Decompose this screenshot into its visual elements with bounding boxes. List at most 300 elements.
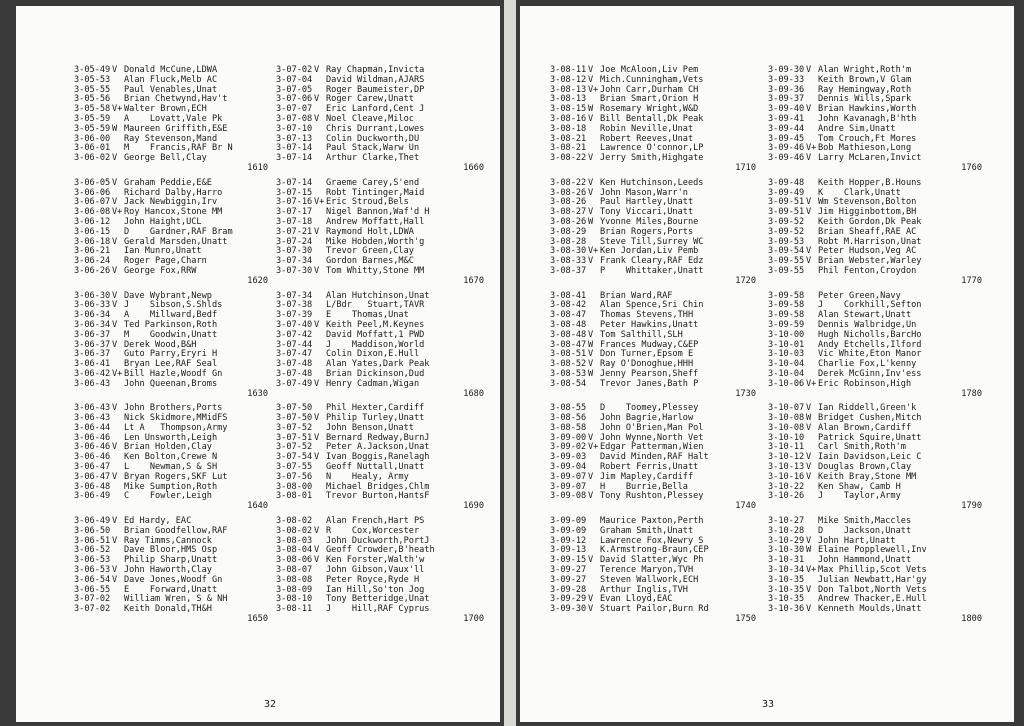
position-total: 1800 [961,614,982,625]
result-row [550,154,760,164]
finish-time: 3-09-48 [768,177,805,188]
finish-time: 3-06-53 [74,555,111,566]
runner-name-club: Dave Wybrant,Newp [124,290,212,301]
finish-time: 3-06-51 [74,535,111,546]
finish-time: 3-06-21 [74,246,111,257]
category-flag: V [806,256,812,267]
finish-time: 3-07-30 [276,246,313,257]
finish-time: 3-09-28 [550,584,587,595]
result-row [276,154,488,164]
runner-name-club: Arthur Inglis,TVH [600,584,688,595]
finish-time: 3-08-11 [276,604,313,615]
runner-name-club: Ray Stevenson,Mand [124,133,218,144]
runner-name-club: Richard Dalby,Harro [124,187,223,198]
finish-time: 3-09-30 [768,65,805,75]
position-total: 1630 [247,388,268,399]
runner-name-club: David Wildman,AJARS [326,74,425,85]
runner-name-club: George Bell,Clay [124,153,207,164]
runner-name-club: Bryan Rogers,SKF Lut [124,471,228,482]
category-flag: V [806,197,812,208]
finish-time: 3-09-51 [768,197,805,208]
runner-name-club: Ray Hemingway,Roth [818,84,912,95]
runner-name-club: J Taylor,Army [818,491,901,502]
result-row [74,154,272,164]
category-flag: W [806,413,812,424]
runner-name-club: J Maddison,World [326,339,425,350]
runner-name-club: Bridget Cushen,Mitch [818,413,922,424]
position-total: 1640 [247,501,268,512]
runner-name-club: Phil Fenton,Croydon [818,265,917,276]
category-flag: V [806,207,812,218]
result-block [276,292,488,400]
position-total: 1770 [961,275,982,286]
finish-time: 3-07-39 [276,310,313,321]
runner-name-club: Andrew Moffatt,Hall [326,216,425,227]
category-flag: V [112,290,118,301]
finish-time: 3-06-43 [74,403,111,414]
runner-name-club: George Fox,RRW [124,265,197,276]
runner-name-club: D Toomey,Plessey [600,403,699,414]
runner-name-club: K.Armstrong-Braun,CEP [600,545,709,556]
category-flag: V [112,565,118,576]
result-row [74,605,272,615]
category-flag: V [588,113,594,124]
finish-time: 3-07-52 [276,422,313,433]
runner-name-club: Ed Hardy, EAC [124,516,192,527]
runner-name-club: Trevor Janes,Bath P [600,378,699,389]
finish-time: 3-06-37 [74,349,111,360]
runner-name-club: Derek Wood,B&H [124,339,197,350]
left-page [16,6,500,722]
category-flag: V+ [806,143,817,154]
category-flag: V [112,535,118,546]
category-flag: V [588,153,594,164]
result-row [768,267,986,277]
category-flag: V [588,594,594,605]
category-flag: V [314,265,320,276]
runner-name-club: Bob Mathieson,Long [818,143,912,154]
category-flag: V [112,300,118,311]
position-total: 1720 [735,275,756,286]
finish-time: 3-07-38 [276,300,313,311]
finish-time: 3-10-04 [768,359,805,370]
runner-name-club: Robert Ferris,Unatt [600,462,699,473]
runner-name-club: Frances Mudway,C&EP [600,339,699,350]
runner-name-club: E Forward,Unatt [124,584,218,595]
runner-name-club: Roger Page,Charn [124,256,207,267]
runner-name-club: Ken Jordan,Liv Pemb [600,246,699,257]
result-row [276,605,488,615]
category-flag: W [112,123,118,134]
category-flag: W [588,368,594,379]
runner-name-club: Ken Shaw, Camb H [818,481,901,492]
finish-time: 3-07-47 [276,349,313,360]
category-flag: V [588,491,594,502]
result-block [276,517,488,625]
finish-time: 3-08-58 [550,422,587,433]
runner-name-club: Alan Yates,Dark Peak [326,359,430,370]
category-flag: V+ [112,368,123,379]
category-flag: V [314,555,320,566]
runner-name-club: Wm Stevenson,Bolton [818,197,917,208]
runner-name-club: Dave Bloor,HMS Osp [124,545,218,556]
category-flag: V [112,403,118,414]
runner-name-club: David Moffatt,1 PWD [326,329,425,340]
runner-name-club: John Haworth,Clay [124,565,212,576]
finish-time: 3-09-12 [550,535,587,546]
category-flag: V [588,555,594,566]
runner-name-club: Kenneth Moulds,Unatt [818,604,922,615]
finish-time: 3-09-52 [768,216,805,227]
position-total: 1650 [247,614,268,625]
finish-time: 3-10-36 [768,604,805,615]
finish-time: 3-06-18 [74,236,111,247]
finish-time: 3-06-50 [74,525,111,536]
runner-name-club: Julian Newbatt,Har'gy [818,574,927,585]
runner-name-club: Robt M.Harrison,Unat [818,236,922,247]
finish-time: 3-06-00 [74,133,111,144]
result-block [768,404,986,512]
finish-time: 3-06-42 [74,368,111,379]
result-block [550,292,760,400]
runner-name-club: Steve Till,Surrey WC [600,236,704,247]
finish-time: 3-09-03 [550,452,587,463]
category-flag: V+ [806,378,817,389]
finish-time: 3-08-42 [550,300,587,311]
runner-name-club: Mike Hobden,Worth'g [326,236,425,247]
finish-time: 3-06-37 [74,329,111,340]
runner-name-club: Joe McAloon,Liv Pem [600,65,699,75]
runner-name-club: Ray Timms,Cannock [124,535,212,546]
runner-name-club: Andy Etchells,Ilford [818,339,922,350]
finish-time: 3-06-05 [74,177,111,188]
finish-time: 3-10-27 [768,516,805,527]
runner-name-club: Derek McGinn,Inv'ess [818,368,922,379]
runner-name-club: Colin Dixon,E.Hull [326,349,420,360]
result-row [276,492,488,502]
finish-time: 3-09-09 [550,525,587,536]
runner-name-club: John Brothers,Ports [124,403,223,414]
runner-name-club: J Hill,RAF Cyprus [326,604,430,615]
result-row [768,154,986,164]
category-flag: V [314,525,320,536]
finish-time: 3-07-56 [276,471,313,482]
runner-name-club: Peter Green,Navy [818,290,901,301]
finish-time: 3-05-53 [74,74,111,85]
result-row [74,267,272,277]
runner-name-club: John Queenan,Broms [124,378,218,389]
finish-time: 3-07-17 [276,207,313,218]
runner-name-club: Maurice Paxton,Perth [600,516,704,527]
runner-name-club: Eric Stroud,Bels [326,197,409,208]
category-flag: V [314,452,320,463]
finish-time: 3-08-22 [550,177,587,188]
runner-name-club: David Slatter,Wyc Ph [600,555,704,566]
runner-name-club: John Gibson,Vaux'll [326,565,425,576]
finish-time: 3-09-27 [550,574,587,585]
category-flag: V [588,604,594,615]
category-flag: V [112,153,118,164]
runner-name-club: Don Talbot,North Vets [818,584,927,595]
runner-name-club: Mike Sumption,Roth [124,481,218,492]
runner-name-club: Arthur Clarke,Thet [326,153,420,164]
finish-time: 3-08-55 [550,403,587,414]
finish-time: 3-06-52 [74,545,111,556]
finish-time: 3-07-52 [276,442,313,453]
finish-time: 3-10-08 [768,422,805,433]
result-row [276,380,488,390]
runner-name-club: Keith Peel,M.Keynes [326,319,425,330]
runner-name-club: Phil Hexter,Cardiff [326,403,425,414]
runner-name-club: Brian Sheaff,RAE AC [818,226,917,237]
category-flag: V [314,226,320,237]
runner-name-club: Gordon Barnes,M&C [326,256,414,267]
runner-name-club: Yvonne Miles,Bourne [600,216,699,227]
finish-time: 3-06-34 [74,319,111,330]
finish-time: 3-06-26 [74,265,111,276]
position-total: 1680 [463,388,484,399]
runner-name-club: Raymond Holt,LDWA [326,226,414,237]
runner-name-club: D Jackson,Unatt [818,525,912,536]
finish-time: 3-09-07 [550,481,587,492]
category-flag: V [112,197,118,208]
category-flag: V [806,471,812,482]
finish-time: 3-10-35 [768,574,805,585]
finish-time: 3-06-37 [74,339,111,350]
runner-name-club: Maureen Griffith,E&E [124,123,228,134]
runner-name-club: Brian Holden,Clay [124,442,212,453]
runner-name-club: Terence Maryon,TVH [600,565,694,576]
runner-name-club: H Burrie,Bella [600,481,688,492]
finish-time: 3-06-01 [74,143,111,154]
category-flag: V [112,177,118,188]
finish-time: 3-08-52 [550,359,587,370]
finish-time: 3-09-41 [768,113,805,124]
runner-name-club: Alan French,Hart PS [326,516,425,527]
finish-time: 3-07-02 [74,604,111,615]
finish-time: 3-09-58 [768,300,805,311]
finish-time: 3-06-55 [74,584,111,595]
category-flag: V [588,349,594,360]
finish-time: 3-07-15 [276,187,313,198]
runner-name-club: Tony Rushton,Plessey [600,491,704,502]
runner-name-club: Nick Skidmore,MMidFS [124,413,228,424]
finish-time: 3-09-58 [768,290,805,301]
runner-name-club: William Wren, S & NH [124,594,228,605]
finish-time: 3-07-40 [276,319,313,330]
finish-time: 3-08-09 [276,584,313,595]
finish-time: 3-07-02 [276,65,313,75]
finish-time: 3-09-09 [550,516,587,527]
position-total: 1660 [463,162,484,173]
runner-name-club: Mich.Cunningham,Vets [600,74,704,85]
finish-time: 3-05-58 [74,104,111,115]
runner-name-club: Geoff Nuttall,Unatt [326,462,425,473]
finish-time: 3-06-24 [74,256,111,267]
finish-time: 3-06-44 [74,422,111,433]
runner-name-club: Lawrence O'connor,LP [600,143,704,154]
runner-name-club: Paul Venables,Unat [124,84,218,95]
runner-name-club: Larry McLaren,Invict [818,153,922,164]
category-flag: V [806,65,812,75]
finish-time: 3-05-56 [74,94,111,105]
runner-name-club: Ken Forster,Walth'w [326,555,425,566]
finish-time: 3-06-46 [74,432,111,443]
runner-name-club: Peter Hudson,Veg AC [818,246,917,257]
category-flag: V [314,113,320,124]
finish-time: 3-09-29 [550,594,587,605]
finish-time: 3-08-37 [550,265,587,276]
category-flag: V [806,104,812,115]
runner-name-club: John Mason,Warr'n [600,187,688,198]
runner-name-club: Walter Brown,ECH [124,104,207,115]
left-col-2 [276,66,488,630]
finish-time: 3-08-26 [550,197,587,208]
category-flag: V [588,329,594,340]
runner-name-club: Alan Hutchinson,Unat [326,290,430,301]
finish-time: 3-05-49 [74,65,111,75]
runner-name-club: Bill Hazle,Woodf Gn [124,368,223,379]
finish-time: 3-08-41 [550,290,587,301]
result-block [74,179,272,287]
runner-name-club: Brian Dickinson,Dud [326,368,425,379]
runner-name-club: Graham Peddie,E&E [124,177,212,188]
result-block [276,404,488,512]
runner-name-club: Ian Munro,Unatt [124,246,202,257]
runner-name-club: Max Phillip,Scot Vets [818,565,927,576]
category-flag: V [314,319,320,330]
result-row [74,492,272,502]
position-total: 1730 [735,388,756,399]
runner-name-club: D Gardner,RAF Bram [124,226,233,237]
category-flag: V [314,65,320,75]
finish-time: 3-06-43 [74,413,111,424]
result-block [550,517,760,625]
finish-time: 3-10-03 [768,349,805,360]
position-total: 1620 [247,275,268,286]
finish-time: 3-10-16 [768,471,805,482]
runner-name-club: Elaine Popplewell,Inv [818,545,927,556]
runner-name-club: A Millward,Bedf [124,310,218,321]
result-row [74,380,272,390]
finish-time: 3-07-14 [276,143,313,154]
finish-time: 3-08-47 [550,310,587,321]
runner-name-club: Dennis Walbridge,Un [818,319,917,330]
finish-time: 3-07-49 [276,378,313,389]
finish-time: 3-06-49 [74,516,111,527]
category-flag: V [112,339,118,350]
runner-name-club: Vic White,Eton Manor [818,349,922,360]
runner-name-club: K Clark,Unatt [818,187,901,198]
runner-name-club: Tom Crouch,Ft Mores [818,133,917,144]
runner-name-club: Jerry Smith,Highgate [600,153,704,164]
finish-time: 3-10-28 [768,525,805,536]
finish-time: 3-09-59 [768,319,805,330]
category-flag: V+ [112,104,123,115]
finish-time: 3-05-59 [74,113,111,124]
finish-time: 3-07-18 [276,216,313,227]
runner-name-club: Brian Hawkins,Worth [818,104,917,115]
result-block [768,179,986,287]
runner-name-club: Keith Brown,V Glam [818,74,912,85]
runner-name-club: Peter Hawkins,Unatt [600,319,699,330]
finish-time: 3-09-04 [550,462,587,473]
finish-time: 3-09-07 [550,471,587,482]
category-flag: V [112,319,118,330]
position-total: 1790 [961,501,982,512]
finish-time: 3-08-28 [550,236,587,247]
runner-name-club: Trevor Burton,HantsF [326,491,430,502]
runner-name-club: Evan Lloyd,EAC [600,594,673,605]
category-flag: W [588,216,594,227]
category-flag: V [112,236,118,247]
finish-time: 3-06-46 [74,442,111,453]
finish-time: 3-08-00 [276,481,313,492]
runner-name-club: Brian Goodfellow,RAF [124,525,228,536]
runner-name-club: John Duckworth,PortJ [326,535,430,546]
runner-name-club: Brian Chetwynd,Hav't [124,94,228,105]
category-flag: V [314,413,320,424]
runner-name-club: Douglas Brown,Clay [818,462,912,473]
category-flag: V [314,94,320,105]
result-block [550,66,760,174]
category-flag: V [112,442,118,453]
category-flag: V [112,65,118,75]
finish-time: 3-08-13 [550,84,587,95]
finish-time: 3-08-04 [276,545,313,556]
runner-name-club: Keith Hopper,B.Houns [818,177,922,188]
finish-time: 3-07-50 [276,403,313,414]
finish-time: 3-07-24 [276,236,313,247]
runner-name-club: Ted Parkinson,Roth [124,319,218,330]
runner-name-club: M Goodwin,Unatt [124,329,218,340]
finish-time: 3-08-01 [276,491,313,502]
runner-name-club: Roger Baumeister,DP [326,84,425,95]
runner-name-club: Edgar Patterman,Wien [600,442,704,453]
position-total: 1710 [735,162,756,173]
finish-time: 3-09-08 [550,491,587,502]
finish-time: 3-08-02 [276,516,313,527]
position-total: 1780 [961,388,982,399]
finish-time: 3-09-00 [550,432,587,443]
result-row [550,380,760,390]
runner-name-club: R Cox,Worcester [326,525,420,536]
finish-time: 3-07-34 [276,290,313,301]
finish-time: 3-07-51 [276,432,313,443]
runner-name-club: A Lovatt,Vale Pk [124,113,223,124]
category-flag: V+ [588,84,599,95]
runner-name-club: P Whittaker,Unatt [600,265,704,276]
runner-name-club: Eric Lanford,Cent J [326,104,425,115]
finish-time: 3-09-55 [768,256,805,267]
category-flag: V [588,187,594,198]
runner-name-club: Keith Gordon,Dk Peak [818,216,922,227]
runner-name-club: Ken Bolton,Crewe N [124,452,218,463]
runner-name-club: Guto Parry,Eryri H [124,349,218,360]
finish-time: 3-06-53 [74,565,111,576]
runner-name-club: Andre Sim,Unatt [818,123,896,134]
runner-name-club: Patrick Squire,Unatt [818,432,922,443]
finish-time: 3-08-21 [550,143,587,154]
right-page [520,6,1014,722]
finish-time: 3-07-44 [276,339,313,350]
finish-time: 3-06-08 [74,207,111,218]
finish-time: 3-09-15 [550,555,587,566]
result-block [550,179,760,287]
result-row [276,267,488,277]
finish-time: 3-05-59 [74,123,111,134]
runner-name-club: Ken Hutchinson,Leeds [600,177,704,188]
